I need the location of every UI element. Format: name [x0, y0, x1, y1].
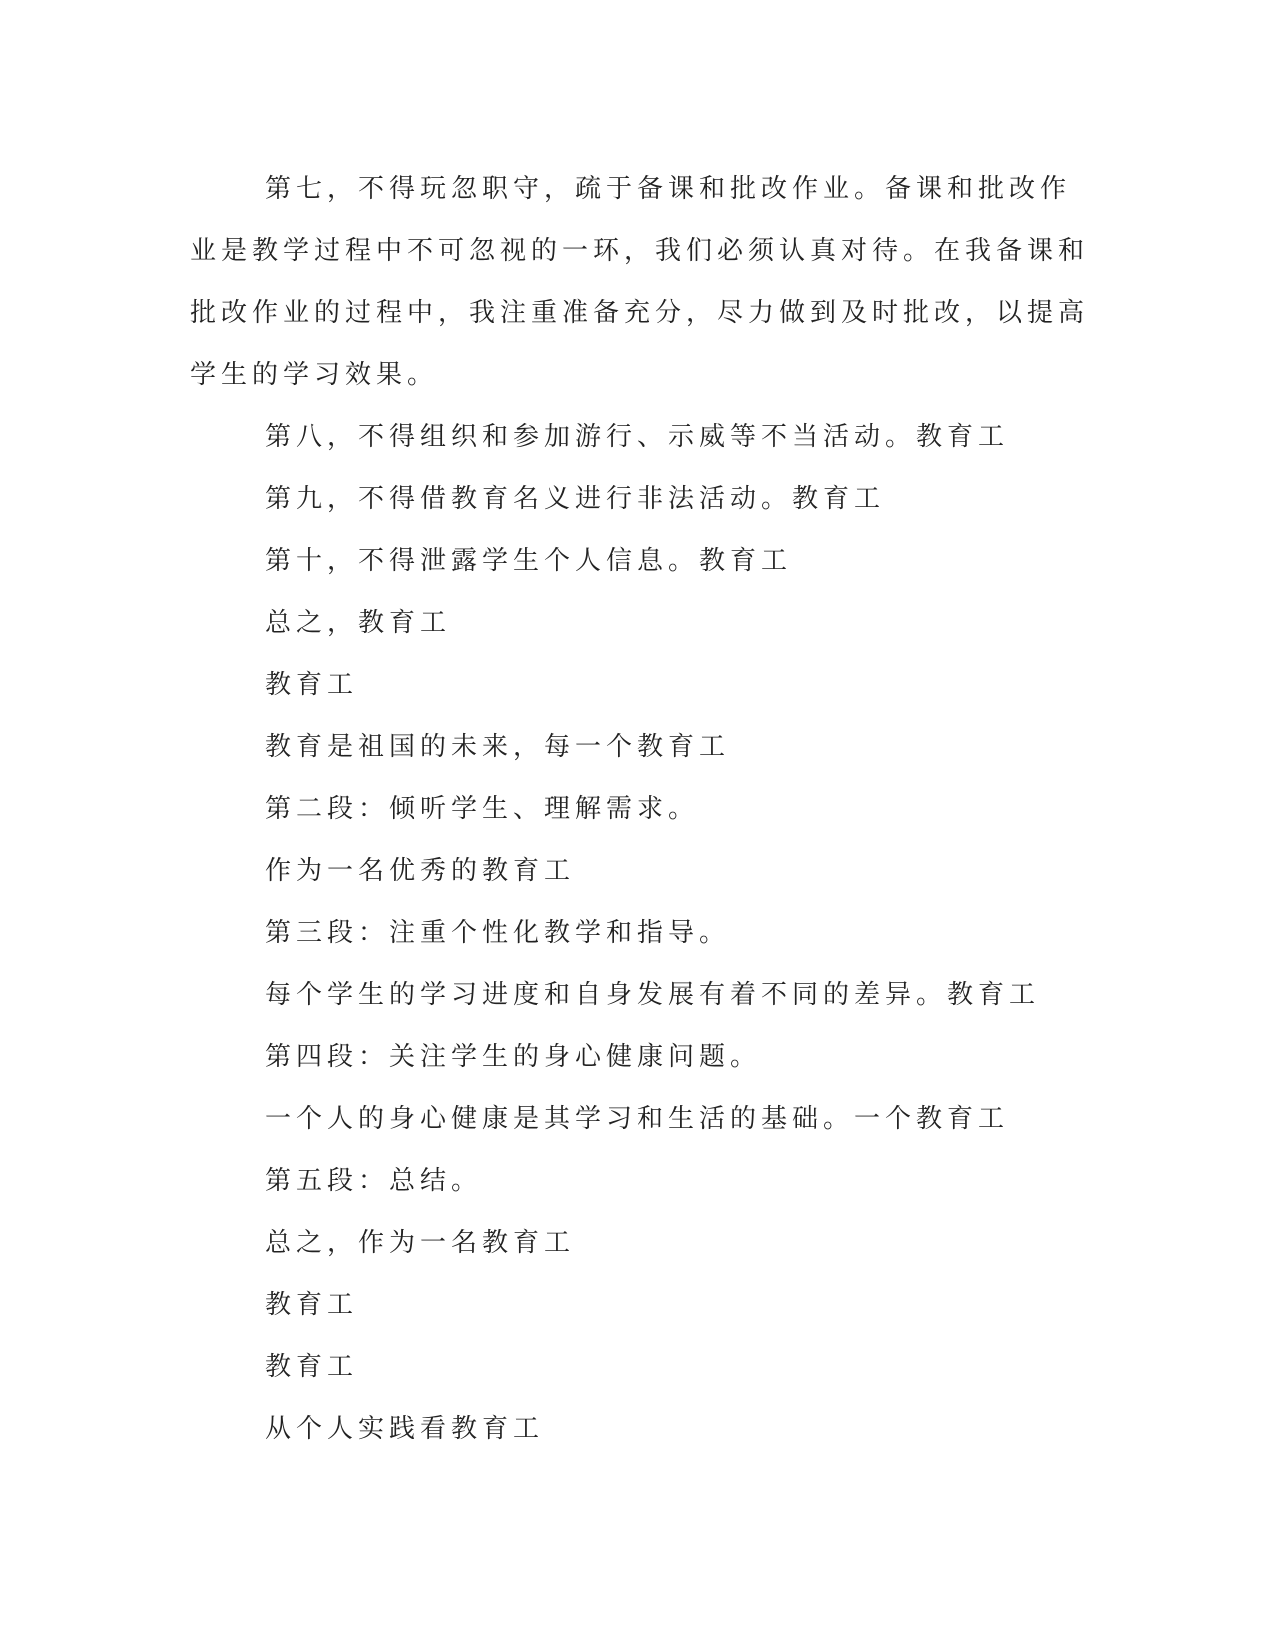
paragraph-17: 教育工 — [265, 1352, 359, 1382]
paragraph-3: 第九，不得借教育名义进行非法活动。教育工 — [265, 484, 886, 514]
paragraph-11: 每个学生的学习进度和自身发展有着不同的差异。教育工 — [265, 980, 1041, 1010]
paragraph-16: 教育工 — [265, 1290, 359, 1320]
paragraph-18: 从个人实践看教育工 — [265, 1414, 545, 1444]
paragraph-14: 第五段：总结。 — [265, 1166, 483, 1196]
paragraph-15: 总之，作为一名教育工 — [265, 1228, 576, 1258]
paragraph-12: 第四段：关注学生的身心健康问题。 — [265, 1042, 762, 1072]
paragraph-13: 一个人的身心健康是其学习和生活的基础。一个教育工 — [265, 1104, 1010, 1134]
paragraph-8: 第二段：倾听学生、理解需求。 — [265, 794, 700, 824]
paragraph-2: 第八，不得组织和参加游行、示威等不当活动。教育工 — [265, 422, 1010, 452]
paragraph-4: 第十，不得泄露学生个人信息。教育工 — [265, 546, 793, 576]
paragraph-9: 作为一名优秀的教育工 — [265, 856, 576, 886]
paragraph-10: 第三段：注重个性化教学和指导。 — [265, 918, 731, 948]
document-body — [190, 158, 1090, 1460]
paragraph-7: 教育是祖国的未来，每一个教育工 — [265, 732, 731, 762]
paragraph-1: 第七，不得玩忽职守，疏于备课和批改作业。备课和批改作业是教学过程中不可忽视的一环，我们必须认真对待。在我备课和批改作业的过程中，我注重准备充分，尽力做到及时批改，以提高学生的学习效果。 — [190, 174, 1090, 390]
paragraph-5: 总之，教育工 — [265, 608, 452, 638]
paragraph-6: 教育工 — [265, 670, 359, 700]
